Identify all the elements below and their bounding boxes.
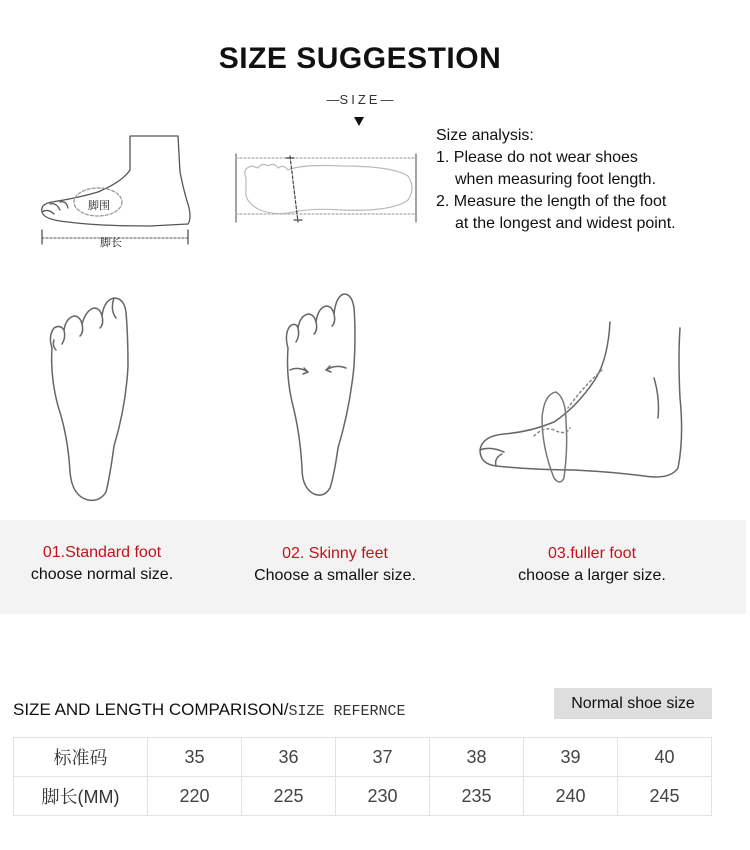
analysis-item-1-line-2: when measuring foot length. <box>455 171 657 188</box>
analysis-item-2-line-1: 2. Measure the length of the foot <box>436 193 667 210</box>
table-cell: 40 <box>618 738 712 777</box>
table-cell: 230 <box>336 777 430 816</box>
table-cell: 245 <box>618 777 712 816</box>
table-cell: 220 <box>148 777 242 816</box>
table-cell: 36 <box>242 738 336 777</box>
analysis-item-1-line-1: 1. Please do not wear shoes <box>436 149 638 166</box>
row-header: 脚长(MM) <box>14 777 148 816</box>
foot-type-advice: Choose a smaller size. <box>254 567 416 584</box>
comparison-subtitle: SIZE REFERNCE <box>288 703 406 720</box>
foot-type-standard <box>0 542 217 586</box>
table-cell: 240 <box>524 777 618 816</box>
table-cell: 225 <box>242 777 336 816</box>
analysis-item-2-line-2: at the longest and widest point. <box>455 215 676 232</box>
foot-side-measure-diagram <box>38 132 198 250</box>
normal-size-badge: Normal shoe size <box>554 688 712 719</box>
size-caption: —SIZE— <box>326 92 394 107</box>
foot-type-advice: choose a larger size. <box>518 567 666 584</box>
girth-label: 脚围 <box>88 199 110 212</box>
foot-type-title: 01.Standard foot <box>42 544 162 561</box>
arrow-down-icon <box>354 117 364 126</box>
table-cell: 235 <box>430 777 524 816</box>
length-label: 脚长 <box>100 236 122 249</box>
page-title: SIZE SUGGESTION <box>218 42 502 75</box>
table-cell: 37 <box>336 738 430 777</box>
foot-type-title: 03.fuller foot <box>547 545 637 562</box>
table-cell: 35 <box>148 738 242 777</box>
foot-type-skinny <box>220 543 450 587</box>
foot-top-measure-diagram <box>232 150 422 228</box>
table-row <box>14 738 712 777</box>
skinny-foot-illustration <box>280 292 360 498</box>
comparison-title <box>13 700 406 720</box>
size-analysis <box>436 125 736 235</box>
row-header: 标准码 <box>14 738 148 777</box>
size-caption-text: SIZE <box>339 92 381 107</box>
table-cell: 38 <box>430 738 524 777</box>
table-row <box>14 777 712 816</box>
fuller-foot-illustration <box>474 318 688 490</box>
table-cell: 39 <box>524 738 618 777</box>
foot-type-fuller <box>477 543 707 587</box>
standard-foot-illustration <box>44 296 134 502</box>
analysis-heading: Size analysis: <box>436 127 534 144</box>
size-comparison-table <box>13 737 712 816</box>
foot-type-title: 02. Skinny feet <box>282 545 388 562</box>
comparison-title-main: SIZE AND LENGTH COMPARISON/ <box>13 700 289 719</box>
foot-type-advice: choose normal size. <box>30 566 174 583</box>
